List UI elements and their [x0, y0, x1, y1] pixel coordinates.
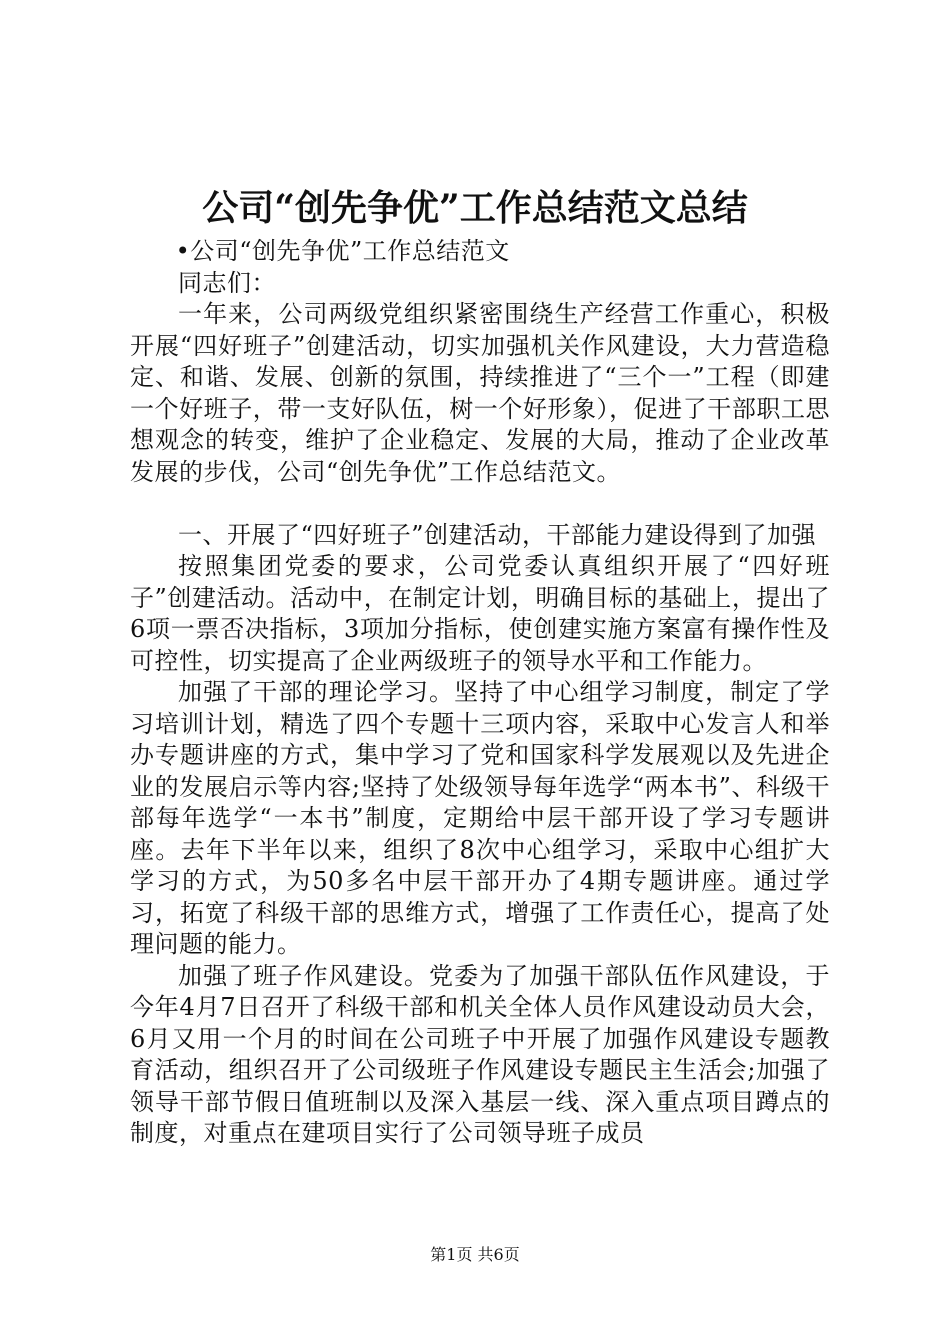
paragraph: 加强了班子作风建设。党委为了加强干部队伍作风建设，于今年4月7日召开了科级干部和机关全体人员作风建设动员大会，6月又用一个月的时间在公司班子中开展了加强作风建设专题教育活动，组织召开了公司级班子作风建设专题民主生活会;加强了领导干部节假日值班制以及深入基层一线、深入重点项目蹲点的制度，对重点在建项目实行了公司领导班子成员: [130, 961, 830, 1147]
document-subtitle: •公司“创先争优”工作总结范文: [175, 237, 510, 265]
document-body: [130, 236, 830, 1150]
document-title: 公司“创先争优”工作总结范文总结: [202, 187, 748, 229]
paragraph-spacer: [130, 488, 830, 520]
paragraph-intro: 一年来，公司两级党组织紧密围绕生产经营工作重心，积极开展“四好班子”创建活动，切实加强机关作风建设，大力营造稳定、和谐、发展、创新的氛围，持续推进了“三个一”工程（即建一个好班子，带一支好队伍，树一个好形象），促进了干部职工思想观念的转变，维护了企业稳定、发展的大局，推动了企业改革发展的步伐，公司“创先争优”工作总结范文。: [130, 300, 830, 486]
section-heading-1: 一、开展了“四好班子”创建活动，干部能力建设得到了加强: [178, 520, 817, 549]
paragraph: 加强了干部的理论学习。坚持了中心组学习制度，制定了学习培训计划，精选了四个专题十三项内容，采取中心发言人和举办专题讲座的方式，集中学习了党和国家科学发展观以及先进企业的发展启示等内容;坚持了处级领导每年选学“两本书”、科级干部每年选学“一本书”制度，定期给中层干部开设了学习专题讲座。去年下半年以来，组织了8次中心组学习，采取中心组扩大学习的方式，为50多名中层干部开办了4期专题讲座。通过学习，拓宽了科级干部的思维方式，增强了工作责任心，提高了处理问题的能力。: [130, 678, 830, 958]
page-number: 第1页 共6页: [430, 1245, 520, 1264]
salutation: 同志们：: [178, 268, 276, 297]
paragraph: 按照集团党委的要求，公司党委认真组织开展了“四好班子”创建活动。活动中，在制定计划，明确目标的基础上，提出了6项一票否决指标，3项加分指标，使创建实施方案富有操作性及可控性，切实提高了企业两级班子的领导水平和工作能力。: [130, 552, 830, 675]
